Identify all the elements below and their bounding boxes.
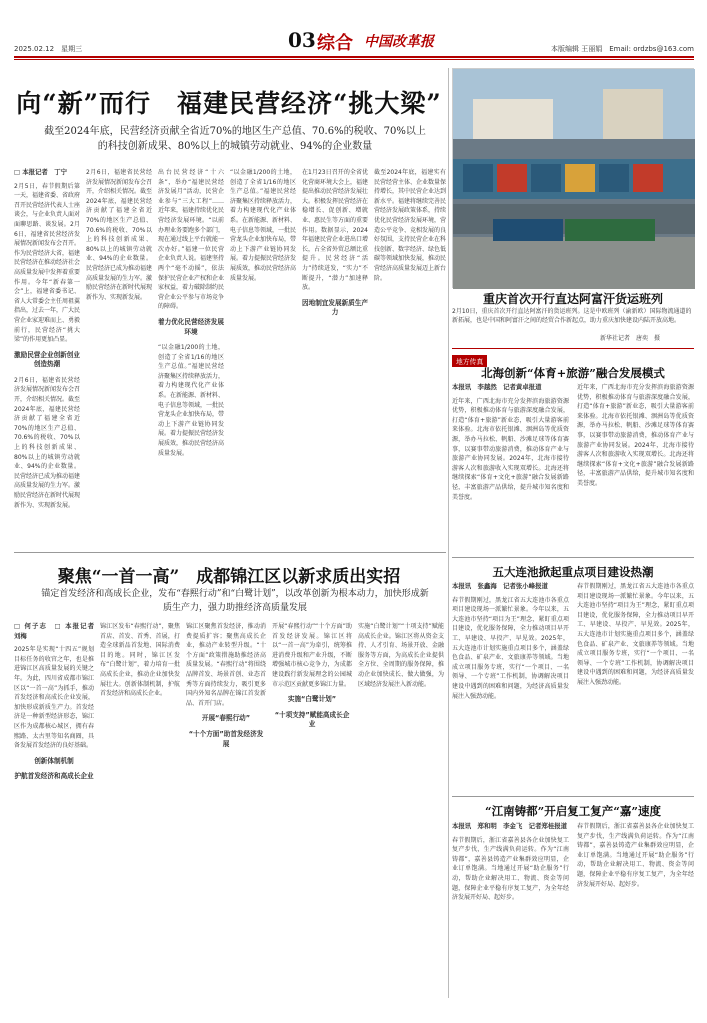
second-column-2 [100,622,180,1007]
story-column [577,822,694,1002]
story-text: 近年来，广西北海市充分发挥滨海旅游资源优势，积极推动体育与旅游深度融合发展，打造“体育+旅游”新业态，吸引大量游客前来体验。北海市依托银滩、涠洲岛等优质资源，举办马拉松、帆船、沙滩足球等体育赛事，以赛事带动旅游消费，推动体育产业与旅游产业协同发展。2024年，北海市接待游客人次和旅游收入实现双增长。北海还将继续探索“体育+文化+旅游”融合发展新路径，丰富旅游产品供给，提升城市知名度和美誉度。 [452,397,569,501]
lead-subtitle: 截至2024年底，民营经济贡献全省近70%的地区生产总值、70.6%的税收、70%以上的科技创新成果、80%以上的城镇劳动就业、94%的企业数量 [44,126,426,152]
story-byline: 本报讯 张鑫海 记者张小峰报道 [452,582,548,590]
page-number: 03 [288,28,316,52]
newspaper-logo: 中国改革报 [364,34,434,50]
section-tag [452,348,694,366]
lead-subhead: 着力优化民营经济发展环境 [158,317,224,336]
story-headline: “江南铸都”开启复工复产“嘉”速度 [485,804,661,818]
story-text: 春节假期刚过，黑龙江省五大连池市各重点项目建设现场一派繁忙景象。今年以来，五大连池市坚持“项目为王”理念，紧盯重点项目建设，优化服务保障，全力推动项目早开工、早建设、早投产、早见效。2025年，五大连池市计划实施重点项目多个，涵盖绿色食品、矿泉产业、文旅康养等领域。当地成立项目服务专班，实行“一个项目、一名领导、一个专班”工作机制，协调解决项目建设中遇到的困难和问题，为经济高质量发展注入强劲动能。 [577,583,694,686]
story-column [577,582,694,792]
story-column [452,582,569,792]
story-byline: 本报讯 郑和明 李金飞 记者郑桂报道 [452,822,568,830]
lead-paragraph: “以金融1/200的土地，创造了全省1/16的地区生产总值。”福建民营经济聚集区持续释放活力，着力构建现代化产业体系。在新能源、新材料、电子信息等领域，一批民营龙头企业加快布局，带动上下游产业链协同发展。着力提振民营经济发展质效，推动民营经济高质量发展。 [158,344,225,457]
page-header [14,26,694,56]
lead-column-1 [14,168,80,548]
news-photo [452,68,694,288]
second-byline: □ 何子志 □ 本报记者 刘梅 [14,622,101,640]
lead-column-5 [302,168,368,548]
lead-column-6 [374,168,446,548]
lead-column-2 [86,168,152,548]
lead-paragraph: 2月5日，春节假期后第一天，福建省委、省政府召开民营经济代表人士座谈会，与企业负责人面对面聊思路、谈发展。2月6日，福建省民营经济发展情况新闻发布会召开。作为民营经济大省，福建民营经济在推动经济社会高质量发展中发挥着重要作用。今年“新春第一会”上，福建省委书记、省人大常委会主任周祖翼指出，过去一年，广大民营企业家迎难而上、勇毅前行，民营经济“挑大梁”的作用更加凸显。 [14,182,81,344]
column-divider [448,68,449,998]
story-divider [452,557,694,558]
second-subhead: “十个方面”助首发经济发展 [188,729,264,748]
story-byline: 本报讯 李越然 记者黄卓报道 [452,383,542,391]
second-subhead: “十项支持”赋能高成长企业 [274,710,350,729]
second-column-5 [358,622,444,1007]
photo-caption: 2月10日，重庆首次开行直达阿富汗的货运班列。这是中欧班列（渝新欧）国际物流通道的新拓展，也是中国和阿富汗之间的经贸合作新起点，助力重庆加快建设内陆开放高地。 [452,308,692,324]
lead-column-4 [230,168,296,548]
second-paragraph: 锦江区聚焦首发经济，推动消费提质扩容；聚焦高成长企业，推动产业转型升级。“十个方面”政策措施助推经济高质量发展。“春熙行动”将围绕品牌首发、场景首创、业态首秀等方面持续发力，吸引更多国内外知名品牌在锦江首发新品、首开门店。 [186,623,266,707]
lead-paragraph: 截至2024年底，福建实有民营经营主体、企业数量保持增长，其中民营企业达到新水平。福建将继续完善民营经济发展政策体系，持续优化民营经济发展环境，营造公平竞争、竞相发展的良好氛围，支持民营企业在科技创新、数字经济、绿色低碳等领域加快发展，推动民营经济高质量发展迈上新台阶。 [374,169,447,282]
second-subhead: 护航首发经济和高成长企业 [14,772,94,781]
story-headline: 北海创新“体育+旅游”融合发展模式 [481,366,665,380]
story-text: 春节假期刚过，黑龙江省五大连池市各重点项目建设现场一派繁忙景象。今年以来，五大连池市坚持“项目为王”理念，紧盯重点项目建设，优化服务保障，全力推动项目早开工、早建设、早投产、早见效。2025年，五大连池市计划实施重点项目多个，涵盖绿色食品、矿泉产业、文旅康养等领域。当地成立项目服务专班，实行“一个项目、一名领导、一个专班”工作机制，协调解决项目建设中遇到的困难和问题，为经济高质量发展注入强劲动能。 [452,596,569,700]
story-divider [452,796,694,797]
story-headline: 五大连池掀起重点项目建设热潮 [492,565,654,579]
header-rule [14,56,694,58]
editor-info: 本版编辑 王丽娟 Email: ordzbs@163.com [550,45,694,53]
story-text: 近年来，广西北海市充分发挥滨海旅游资源优势，积极推动体育与旅游深度融合发展，打造“体育+旅游”新业态，吸引大量游客前来体验。北海市依托银滩、涠洲岛等优质资源，举办马拉松、帆船、沙滩足球等体育赛事，以赛事带动旅游消费，推动体育产业与旅游产业协同发展。2024年，北海市接待游客人次和旅游收入实现双增长。北海还将继续探索“体育+文化+旅游”融合发展新路径，丰富旅游产品供给，提升城市知名度和美誉度。 [577,384,694,487]
section-tag-label: 地方传真 [452,355,487,367]
second-column-4 [272,622,352,1007]
second-column-3 [186,622,266,1007]
second-headline: 聚焦“一首一高” 成都锦江区以新求质出实招 [57,567,401,587]
lead-headline: 向“新”而行 福建民营经济“挑大梁” [16,89,442,118]
second-paragraph: 锦江区发布“春熙行动”，聚焦首店、首发、首秀、首展，打造全球新品首发地、国际消费目的地。同时，锦江区发布“白鹭计划”，着力培育一批高成长企业，推动企业加快发展壮大。创新体制机制，护航首发经济和高成长企业。 [100,623,180,698]
story-text: 春节假期后，浙江省嘉善县各企业加快复工复产步伐，生产线满负荷运转。作为“江南铸都”，嘉善县铸造产业集群效应明显，企业订单饱满。当地通过开展“助企服务”行动，帮助企业解决用工、物流、资金等问题，保障企业平稳有序复工复产，为全年经济发展开好局、起好步。 [577,823,694,888]
story-column [452,822,569,1002]
story-divider [14,552,446,553]
second-paragraph: 2025年是实现“十四五”规划目标任务的收官之年，也是推进锦江区高质量发展的关键之年。为此，四川省成都市锦江区以“一首一高”为抓手，推动首发经济和高成长企业发展，加快形成新质生产力。首发经济是一种新型经济形态，锦江区作为成都核心城区，拥有春熙路、太古里等知名商圈，具备发展首发经济的良好基础。 [14,646,94,750]
lead-subhead: 因地制宜发展新质生产力 [302,298,368,317]
lead-subhead: 激励民营企业创新创业创造热潮 [14,350,80,369]
second-subhead: 创新体制机制 [34,756,74,765]
lead-paragraph: 2月6日，福建省民营经济发展情况新闻发布会召开，介绍相关情况。截至2024年底，福建民营经济贡献了福建全省近70%的地区生产总值、70.6%的税收、70%以上的科技创新成果、80%以上的城镇劳动就业、94%的企业数量。民营经济已成为推动福建高质量发展的生力军。激励民营经济在新时代展现新作为、实现新发展。 [86,169,153,301]
second-column-1 [14,622,101,1007]
story-column [452,383,569,553]
story-text: 春节假期后，浙江省嘉善县各企业加快复工复产步伐，生产线满负荷运转。作为“江南铸都”，嘉善县铸造产业集群效应明显，企业订单饱满。当地通过开展“助企服务”行动，帮助企业解决用工、物流、资金等问题，保障企业平稳有序复工复产，为全年经济发展开好局、起好步。 [452,836,569,902]
section-title: 综合 [317,33,353,54]
story-column [577,383,694,553]
second-subhead: 实施“白鹭计划” [287,695,337,704]
photo-credit: 新华社记者 唐奕 摄 [600,335,661,342]
second-paragraph: 开展“春熙行动”“十个方面”助首发经济发展。锦江区将以“一首一高”为牵引，统筹推进消费升级和产业升级，不断增强城市核心竞争力，为成都建设践行新发展理念的公园城市示范区贡献更多锦江力量。 [272,623,352,688]
second-paragraph: 实施“白鹭计划”“十项支持”赋能高成长企业。锦江区将从资金支持、人才引育、场景开放、金融服务等方面，为高成长企业提供全方位、全周期的服务保障，推动企业加快成长、做大做强，为区域经济发展注入新动能。 [358,623,444,688]
issue-date: 2025.02.12 星期三 [14,45,83,53]
lead-paragraph: 出台民营经济“十六条”，举办“福建民营经济发展月”活动，民营企业参与“三大工程”……近年来，福建持续优化民营经济发展环境。“以前办理业务要跑多个部门，现在通过线上平台就能一次办好。”福建一位民营企业负责人说。福建坚持两个“毫不动摇”，依法保护民营企业产权和企业家权益，着力破除制约民营企业公平参与市场竞争的障碍。 [158,169,225,311]
lead-byline: □ 本报记者 丁宁 [14,168,67,176]
second-subhead: 开展“春熙行动” [201,714,251,723]
header-rule-thin [14,59,694,60]
lead-paragraph: “以金融1/200的土地，创造了全省1/16的地区生产总值。”福建民营经济聚集区持续释放活力，着力构建现代化产业体系。在新能源、新材料、电子信息等领域，一批民营龙头企业加快布局，带动上下游产业链协同发展。着力提振民营经济发展质效，推动民营经济高质量发展。 [230,169,297,282]
second-subtitle: 锚定首发经济和高成长企业，发布“春熙行动”和“白鹭计划”，以改革创新为根本动力，加快形成新质生产力，强力助推经济高质量发展 [41,589,429,613]
photo-title: 重庆首次开行直达阿富汗货运班列 [482,292,663,306]
lead-paragraph: 2月6日，福建省民营经济发展情况新闻发布会召开，介绍相关情况。截至2024年底，福建民营经济贡献了福建全省近70%的地区生产总值、70.6%的税收、70%以上的科技创新成果、80%以上的城镇劳动就业、94%的企业数量。民营经济已成为推动福建高质量发展的生力军。激励民营经济在新时代展现新作为、实现新发展。 [14,376,81,509]
lead-column-3 [158,168,224,548]
lead-paragraph: 在1月23日召开的全省优化营商环境大会上，福建提出推动民营经济发展壮大。积极发挥民营经济在稳增长、促创新、增就业、惠民生等方面的重要作用。数据显示，2024年福建民营企业进出口增长，占全省外贸总额比重提升。民营经济“活力”持续迸发，“实力”不断提升，“潜力”加速释放。 [302,169,369,292]
